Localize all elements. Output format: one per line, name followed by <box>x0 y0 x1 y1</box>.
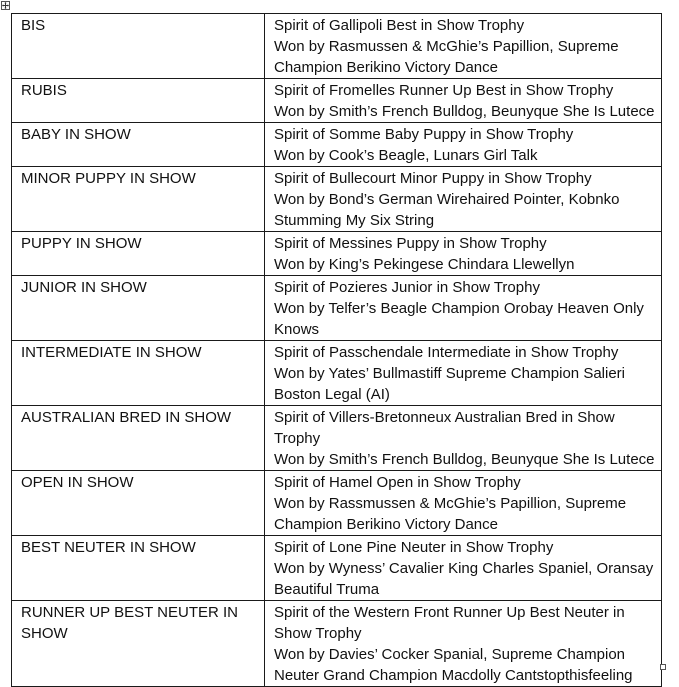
table-row <box>12 601 662 687</box>
trophy-name: Spirit of Fromelles Runner Up Best in Show Trophy <box>274 82 614 99</box>
trophy-name: Spirit of Lone Pine Neuter in Show Trophy <box>274 539 554 556</box>
awards-table-body <box>12 14 662 687</box>
category-cell[interactable] <box>12 79 265 123</box>
winner-text: Won by Rassmussen & McGhie’s Papillion, Supreme Champion Berikino Victory Dance <box>274 495 627 533</box>
winner-text: Won by Davies’ Cocker Spanial, Supreme Champion Neuter Grand Champion Macdolly Cantstopthisfeeling <box>274 646 633 684</box>
table-row <box>12 123 662 167</box>
winner-text: Won by Bond’s German Wirehaired Pointer, Kobnko Stumming My Six String <box>274 191 620 229</box>
category-label: BEST NEUTER IN SHOW <box>21 539 196 556</box>
award-cell[interactable] <box>265 167 662 232</box>
trophy-name: Spirit of Somme Baby Puppy in Show Trophy <box>274 126 574 143</box>
award-cell[interactable] <box>265 232 662 276</box>
award-cell[interactable] <box>265 536 662 601</box>
table-row <box>12 341 662 406</box>
table-row <box>12 406 662 471</box>
table-row <box>12 79 662 123</box>
awards-table <box>11 13 662 687</box>
category-label: OPEN IN SHOW <box>21 474 134 491</box>
award-cell[interactable] <box>265 123 662 167</box>
category-label: RUNNER UP BEST NEUTER IN SHOW <box>21 604 238 642</box>
trophy-name: Spirit of Gallipoli Best in Show Trophy <box>274 17 525 34</box>
award-cell[interactable] <box>265 406 662 471</box>
table-row <box>12 276 662 341</box>
award-cell[interactable] <box>265 601 662 687</box>
winner-text: Won by King’s Pekingese Chindara Llewellyn <box>274 256 575 273</box>
trophy-name: Spirit of Bullecourt Minor Puppy in Show Trophy <box>274 170 592 187</box>
table-move-handle-icon[interactable] <box>1 1 10 10</box>
category-cell[interactable] <box>12 14 265 79</box>
category-cell[interactable] <box>12 341 265 406</box>
move-cross-icon <box>2 2 9 9</box>
winner-text: Won by Smith’s French Bulldog, Beunyque She Is Lutece <box>274 103 655 120</box>
trophy-name: Spirit of Hamel Open in Show Trophy <box>274 474 521 491</box>
trophy-name: Spirit of Pozieres Junior in Show Trophy <box>274 279 540 296</box>
trophy-name: Spirit of Messines Puppy in Show Trophy <box>274 235 547 252</box>
winner-text: Won by Smith’s French Bulldog, Beunyque She Is Lutece <box>274 451 655 468</box>
table-row <box>12 167 662 232</box>
award-cell[interactable] <box>265 79 662 123</box>
category-label: BIS <box>21 17 46 34</box>
category-label: MINOR PUPPY IN SHOW <box>21 170 196 187</box>
category-label: JUNIOR IN SHOW <box>21 279 147 296</box>
trophy-name: Spirit of Villers-Bretonneux Australian Bred in Show Trophy <box>274 409 615 447</box>
category-label: AUSTRALIAN BRED IN SHOW <box>21 409 232 426</box>
category-cell[interactable] <box>12 232 265 276</box>
table-row <box>12 232 662 276</box>
table-resize-handle-icon[interactable] <box>660 664 666 670</box>
winner-text: Won by Cook’s Beagle, Lunars Girl Talk <box>274 147 538 164</box>
category-cell[interactable] <box>12 471 265 536</box>
category-label: INTERMEDIATE IN SHOW <box>21 344 202 361</box>
category-cell[interactable] <box>12 167 265 232</box>
category-label: PUPPY IN SHOW <box>21 235 142 252</box>
category-label: BABY IN SHOW <box>21 126 131 143</box>
category-cell[interactable] <box>12 601 265 687</box>
table-row <box>12 14 662 79</box>
table-row <box>12 536 662 601</box>
award-cell[interactable] <box>265 276 662 341</box>
winner-text: Won by Rasmussen & McGhie’s Papillion, Supreme Champion Berikino Victory Dance <box>274 38 619 76</box>
trophy-name: Spirit of Passchendale Intermediate in Show Trophy <box>274 344 619 361</box>
trophy-name: Spirit of the Western Front Runner Up Best Neuter in Show Trophy <box>274 604 625 642</box>
winner-text: Won by Wyness’ Cavalier King Charles Spaniel, Oransay Beautiful Truma <box>274 560 654 598</box>
category-label: RUBIS <box>21 82 67 99</box>
award-cell[interactable] <box>265 14 662 79</box>
category-cell[interactable] <box>12 276 265 341</box>
winner-text: Won by Yates’ Bullmastiff Supreme Champion Salieri Boston Legal (AI) <box>274 365 625 403</box>
category-cell[interactable] <box>12 536 265 601</box>
award-cell[interactable] <box>265 341 662 406</box>
category-cell[interactable] <box>12 406 265 471</box>
category-cell[interactable] <box>12 123 265 167</box>
winner-text: Won by Telfer’s Beagle Champion Orobay Heaven Only Knows <box>274 300 644 338</box>
award-cell[interactable] <box>265 471 662 536</box>
table-row <box>12 471 662 536</box>
